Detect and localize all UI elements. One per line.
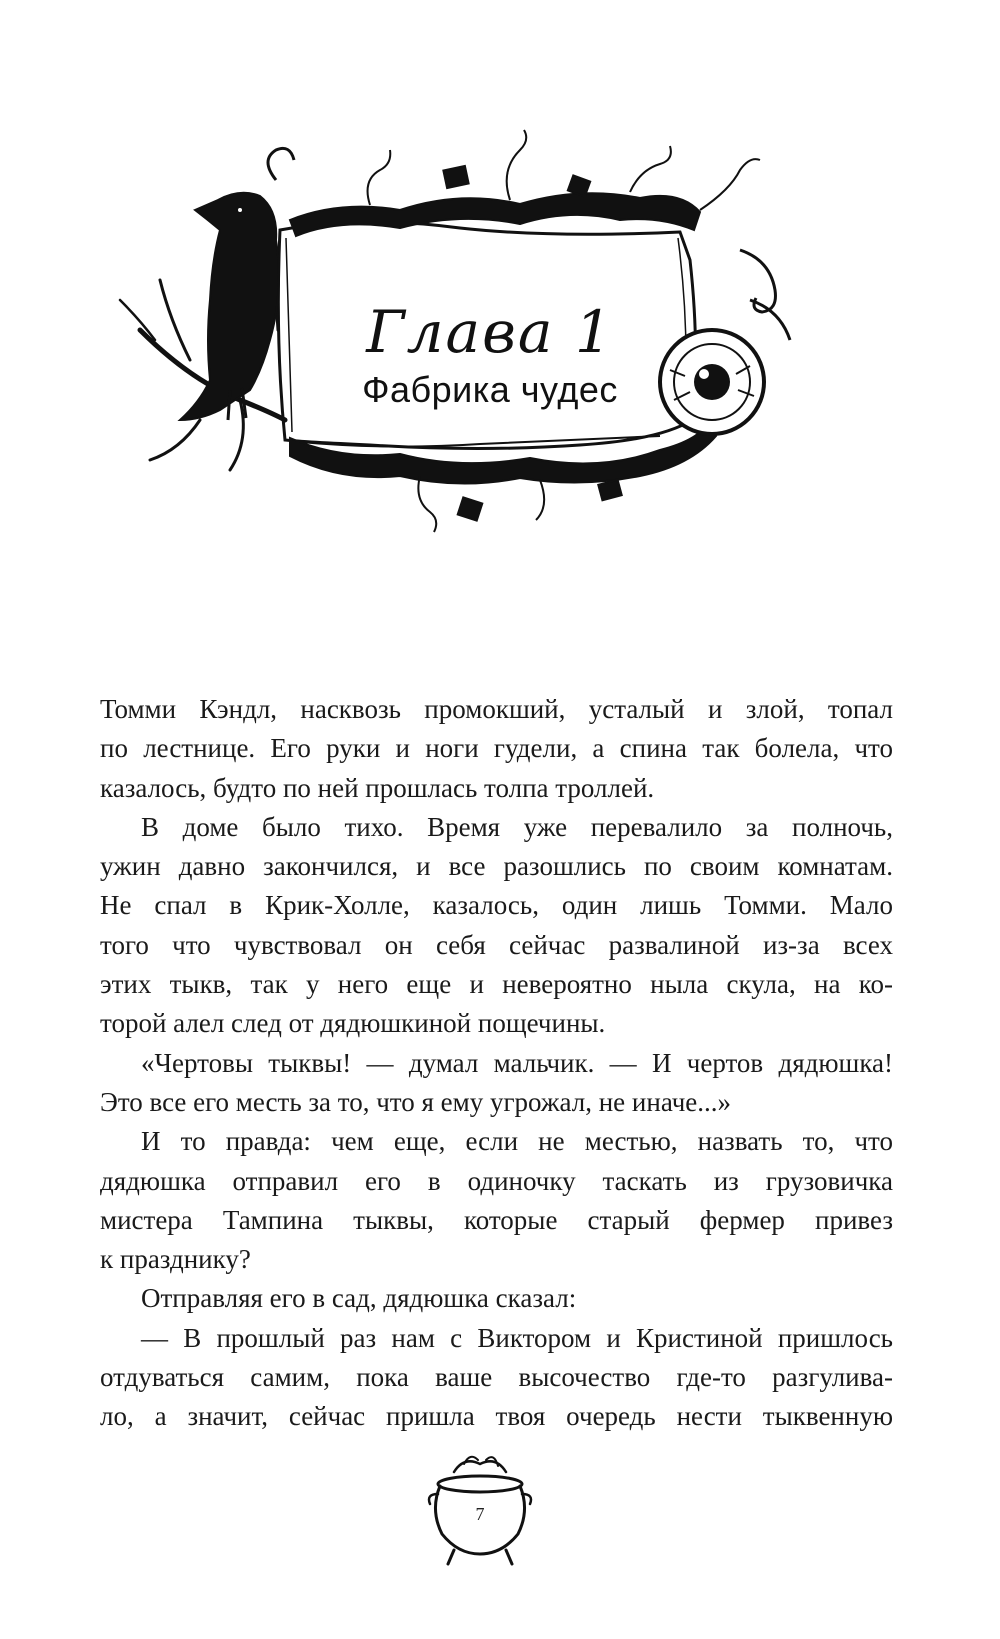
text-line: дядюшка отправил его в одиночку таскать из грузовичка: [100, 1165, 893, 1196]
chapter-subtitle: Фабрика чудес: [362, 369, 618, 410]
body-text: [100, 690, 893, 1437]
raven-illustration: [180, 193, 279, 420]
text-line: торой алел след от дядюшкиной пощечины.: [100, 1008, 606, 1039]
text-line: мистера Тампина тыквы, которые старый фермер привез: [100, 1204, 893, 1235]
text-line: казалось, будто по ней прошлась толпа троллей.: [100, 772, 655, 803]
text-line: этих тыкв, так у него еще и невероятно ныла скула, на ко-: [100, 969, 893, 1000]
text-line: И то правда: чем еще, если не местью, назвать то, что: [141, 1126, 893, 1157]
text-line: того что чувствовал он себя сейчас развалиной из-за всех: [100, 929, 893, 960]
eye-orb-illustration: [660, 330, 764, 434]
text-line: ло, а значит, сейчас пришла твоя очередь нести тыквенную: [100, 1401, 893, 1432]
text-line: Томми Кэндл, насквозь промокший, усталый и злой, топал: [100, 694, 893, 724]
text-line: к празднику?: [100, 1244, 251, 1275]
page-number: 7: [475, 1504, 485, 1524]
text-line: В доме было тихо. Время уже перевалило за полночь,: [141, 811, 893, 842]
text-line: Это все его месть за то, что я ему угрожал, не иначе...»: [100, 1086, 732, 1117]
thorn-border-top: [290, 130, 760, 236]
text-line: отдуваться самим, пока ваше высочество где-то разгулива-: [100, 1362, 893, 1393]
chapter-heading: Глава 1: [366, 298, 614, 366]
text-line: по лестнице. Его руки и ноги гудели, а спина так болела, что: [100, 733, 893, 764]
text-line: — В прошлый раз нам с Виктором и Кристиной пришлось: [141, 1322, 893, 1353]
text-line: ужин давно закончился, и все разошлись по своим комнатам.: [100, 851, 893, 882]
text-line: Не спал в Крик-Холле, казалось, один лишь Томми. Мало: [100, 890, 893, 921]
text-line: «Чертовы тыквы! — думал мальчик. — И чертов дядюшка!: [141, 1047, 893, 1078]
text-line: Отправляя его в сад, дядюшка сказал:: [141, 1283, 577, 1314]
